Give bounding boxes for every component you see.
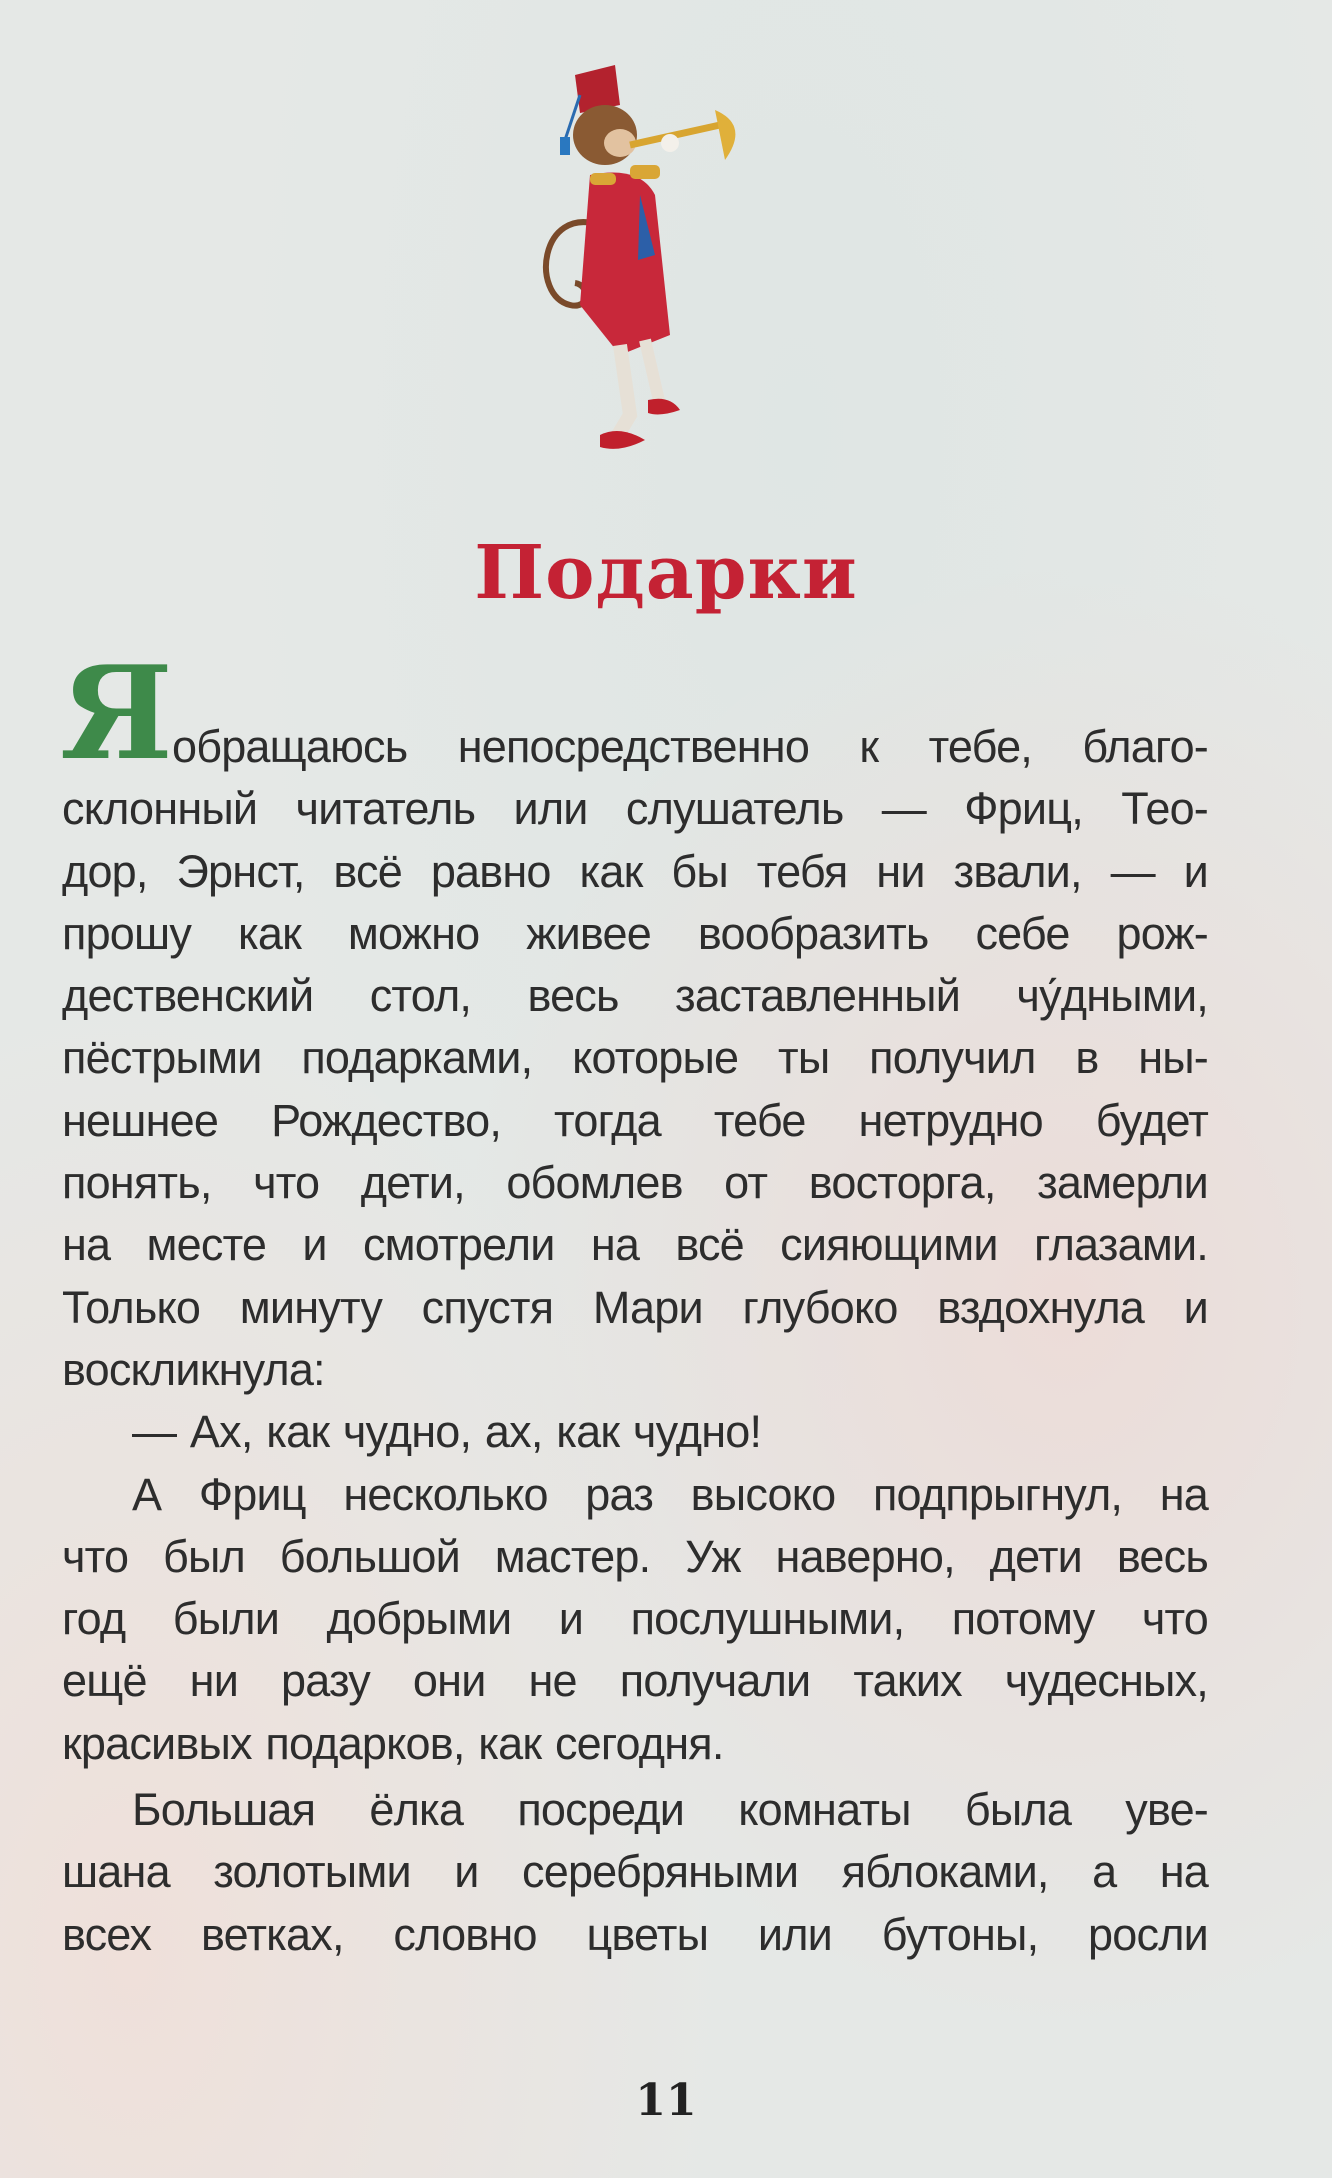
drop-cap: Я <box>60 639 173 789</box>
text-line: нешнее Рождество, тогда тебе нетрудно будет <box>62 1094 1208 1146</box>
text-line: прошу как можно живее вообразить себе рож- <box>62 907 1208 959</box>
text-line: шана золотыми и серебряными яблоками, а на <box>62 1846 1208 1898</box>
monkey-trumpeter-illustration <box>520 55 790 465</box>
text-line: что был большой мастер. Уж наверно, дети весь <box>62 1530 1208 1582</box>
chapter-title: Подарки <box>474 530 858 616</box>
body-text <box>62 716 1208 1966</box>
text-line: склонный читатель или слушатель — Фриц, Тео- <box>62 783 1208 835</box>
text-line: дор, Эрнст, всё равно как бы тебя ни звали, — и <box>62 845 1208 897</box>
text-line: всех ветках, словно цветы или бутоны, росли <box>62 1908 1208 1960</box>
text-line: год были добрыми и послушными, потому что <box>62 1593 1208 1645</box>
text-line: ещё ни разу они не получали таких чудесных, <box>62 1655 1208 1707</box>
text-line: дественский стол, весь заставленный чу́дными, <box>62 970 1208 1022</box>
text-line: красивых подарков, как сегодня. <box>62 1717 724 1769</box>
text-line: Большая ёлка посреди комнаты была уве- <box>132 1784 1208 1836</box>
text-line: пёстрыми подарками, которые ты получил в ны- <box>62 1032 1208 1084</box>
text-line: Только минуту спустя Мари глубоко вздохнула и <box>62 1281 1208 1333</box>
text-line: воскликнула: <box>62 1343 325 1395</box>
page-number: 11 <box>635 2075 697 2126</box>
text-line: А Фриц несколько раз высоко подпрыгнул, на <box>132 1468 1208 1520</box>
text-line: — Ах, как чудно, ах, как чудно! <box>132 1406 762 1458</box>
text-line: понять, что дети, обомлев от восторга, замерли <box>62 1157 1208 1209</box>
text-line: обращаюсь непосредственно к тебе, благо- <box>172 721 1208 772</box>
text-line: на месте и смотрели на всё сияющими глазами. <box>62 1219 1208 1271</box>
